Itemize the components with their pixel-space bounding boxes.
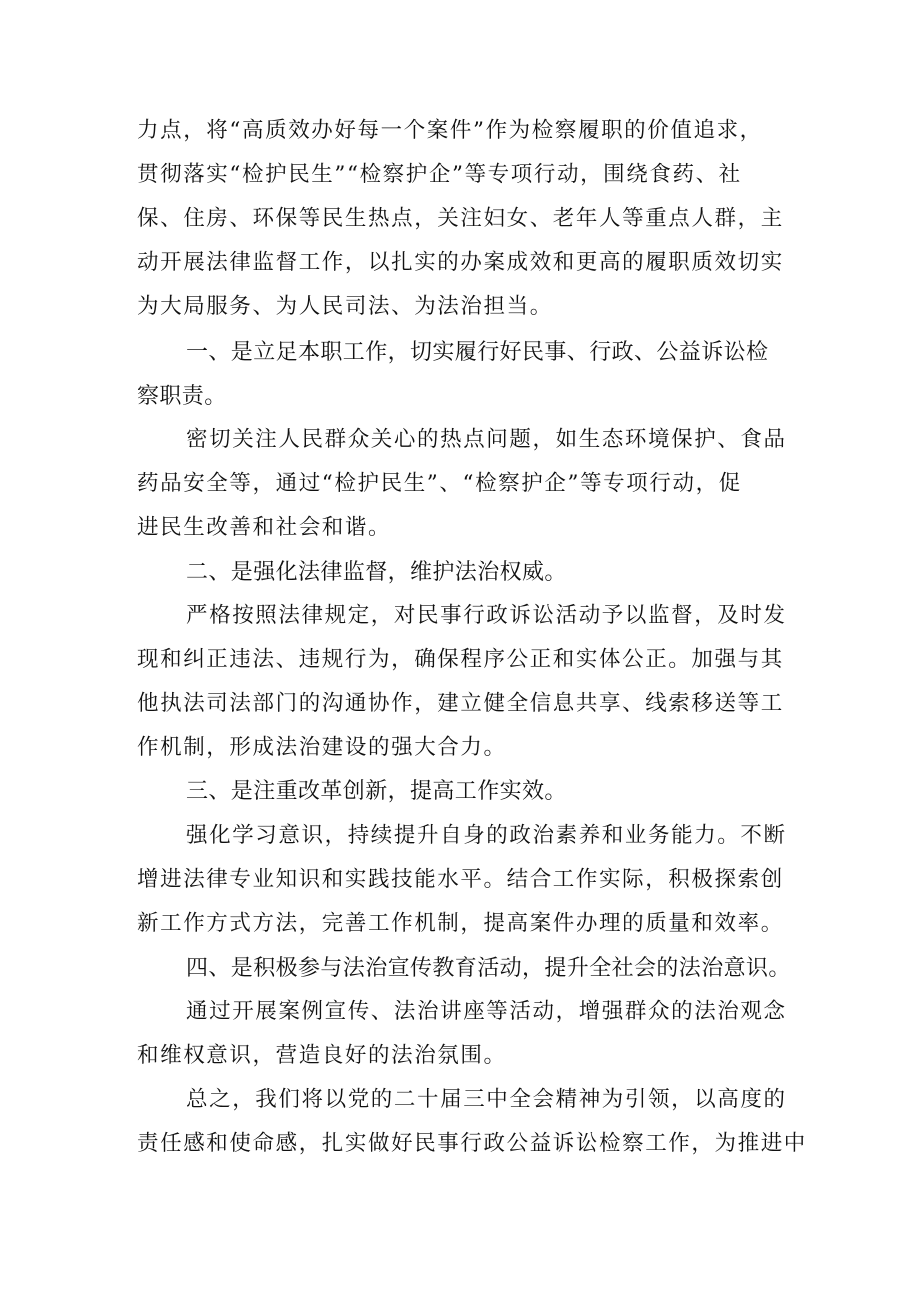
line-text: 进民生改善和社会和谐。 (137, 515, 392, 540)
line-text: 严格按照法律规定，对民事行政诉讼活动予以监督，及时发 (186, 603, 787, 628)
paragraph-line (0, 462, 920, 506)
section-heading-4 (0, 947, 920, 991)
paragraph-line (0, 1078, 920, 1122)
section-heading-3 (0, 770, 920, 814)
paragraph-line (0, 418, 920, 462)
paragraph-line (0, 285, 920, 329)
heading-text: 四、是积极参与法治宣传教育活动，提升全社会的法治意识。 (186, 956, 791, 981)
paragraph-line (0, 638, 920, 682)
line-text: 增进法律专业知识和实践技能水平。结合工作实际，积极探索创 (137, 867, 784, 892)
section-heading-1-cont (0, 375, 920, 419)
section-heading-2 (0, 551, 920, 595)
line-text: 他执法司法部门的沟通协作，建立健全信息共享、线索移送等工 (137, 691, 784, 716)
paragraph-line (0, 990, 920, 1034)
line-text: 和维权意识，营造良好的法治氛围。 (137, 1043, 507, 1068)
paragraph-line (0, 153, 920, 197)
paragraph-line (0, 197, 920, 241)
heading-text: 一、是立足本职工作，切实履行好民事、行政、公益诉讼检 (186, 340, 769, 365)
paragraph-line (0, 109, 920, 153)
line-text: 通过开展案例宣传、法治讲座等活动，增强群众的法治观念 (186, 999, 787, 1024)
line-text: 责任感和使命感，扎实做好民事行政公益诉讼检察工作，为推进中 (137, 1131, 807, 1156)
line-text: 新工作方式方法，完善工作机制，提高案件办理的质量和效率。 (137, 911, 784, 936)
line-text: 总之，我们将以党的二十届三中全会精神为引领，以高度的 (186, 1087, 787, 1112)
paragraph-line (0, 902, 920, 946)
paragraph-line (0, 858, 920, 902)
paragraph-line (0, 682, 920, 726)
paragraph-line (0, 241, 920, 285)
line-text: 动开展法律监督工作，以扎实的办案成效和更高的履职质效切实 (137, 250, 784, 275)
line-text: 贯彻落实“检护民生”“检察护企”等专项行动，围绕食药、社 (137, 162, 742, 187)
line-text: 力点，将“高质效办好每一个案件”作为检察履职的价值追求， (137, 118, 763, 143)
paragraph-line (0, 1034, 920, 1078)
heading-text: 三、是注重改革创新，提高工作实效。 (186, 779, 567, 804)
line-text: 现和纠正违法、违规行为，确保程序公正和实体公正。加强与其 (137, 647, 784, 672)
line-text: 密切关注人民群众关心的热点问题，如生态环境保护、食品 (186, 427, 787, 452)
heading-text: 察职责。 (137, 384, 227, 409)
section-heading-1 (0, 331, 920, 375)
line-text: 保、住房、环保等民生热点，关注妇女、老年人等重点人群，主 (137, 206, 784, 231)
line-text: 作机制，形成法治建设的强大合力。 (137, 735, 507, 760)
paragraph-line (0, 1122, 920, 1166)
paragraph-line (0, 594, 920, 638)
line-text: 药品安全等，通过“检护民生”、“检察护企”等专项行动，促 (137, 471, 742, 496)
paragraph-line (0, 814, 920, 858)
line-text: 为大局服务、为人民司法、为法治担当。 (137, 294, 553, 319)
line-text: 强化学习意识，持续提升自身的政治素养和业务能力。不断 (186, 823, 787, 848)
paragraph-line (0, 506, 920, 550)
paragraph-line (0, 726, 920, 770)
heading-text: 二、是强化法律监督，维护法治权威。 (186, 560, 567, 585)
